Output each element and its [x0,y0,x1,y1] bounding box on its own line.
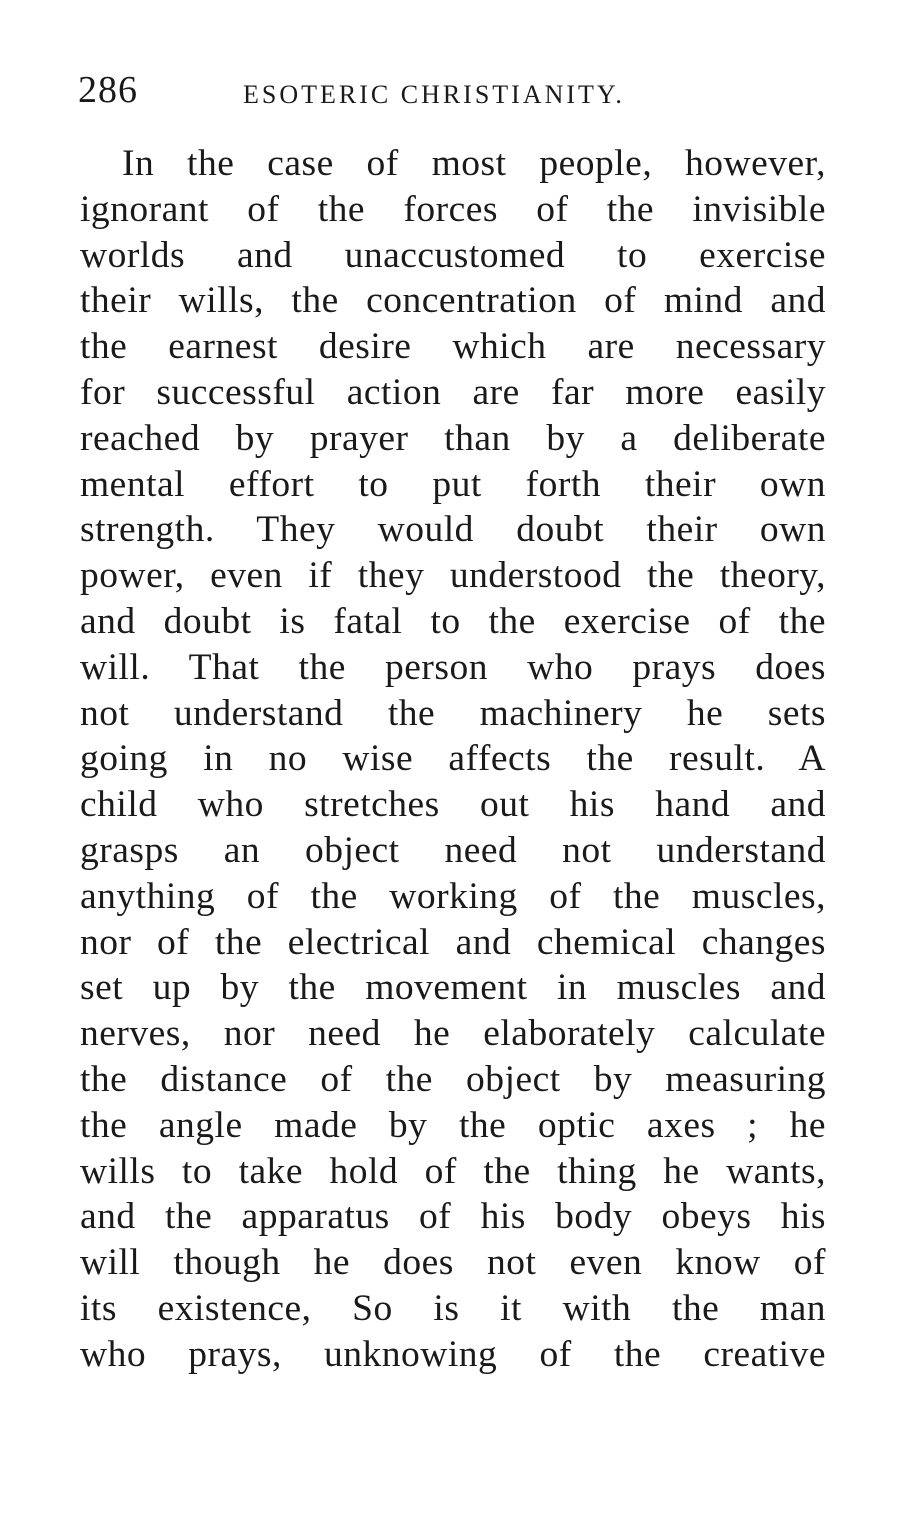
text-line: the distance of the object by measuring [80,1058,826,1100]
running-head [78,68,828,118]
text-line: for successful action are far more easily [80,371,826,413]
text-line: going in no wise affects the result. A [80,738,826,780]
body-paragraph [80,141,826,1378]
text-line: strength. They would doubt their own [80,509,826,551]
text-line: who prays, unknowing of the creative [80,1333,826,1375]
text-line: set up by the movement in muscles and [80,967,826,1009]
text-line: power, even if they understood the theory, [80,555,826,597]
running-title: ESOTERIC CHRISTIANITY. [243,80,625,109]
text-line: ignorant of the forces of the invisible [80,188,826,230]
text-line: its existence, So is it with the man [80,1287,826,1329]
text-line: child who stretches out his hand and [80,784,826,826]
text-line: In the case of most people, however, [122,143,826,184]
text-line: mental effort to put forth their own [80,463,826,505]
text-line: reached by prayer than by a deliberate [80,417,826,459]
text-line: will though he does not even know of [80,1242,826,1284]
text-line: the angle made by the optic axes ; he [80,1104,826,1146]
text-line: and doubt is fatal to the exercise of the [80,600,826,642]
text-line: not understand the machinery he sets [80,692,826,734]
text-line: worlds and unaccustomed to exercise [80,234,826,276]
text-line: grasps an object need not understand [80,829,826,871]
text-line: will. That the person who prays does [80,646,826,688]
text-line: nor of the electrical and chemical changes [80,921,826,963]
page-number: 286 [78,69,138,111]
text-line: anything of the working of the muscles, [80,875,826,917]
text-line: wills to take hold of the thing he wants, [80,1150,826,1192]
text-line: the earnest desire which are necessary [80,326,826,368]
text-line: and the apparatus of his body obeys his [80,1196,826,1238]
text-line: their wills, the concentration of mind and [80,280,826,322]
text-line: nerves, nor need he elaborately calculate [80,1013,826,1055]
